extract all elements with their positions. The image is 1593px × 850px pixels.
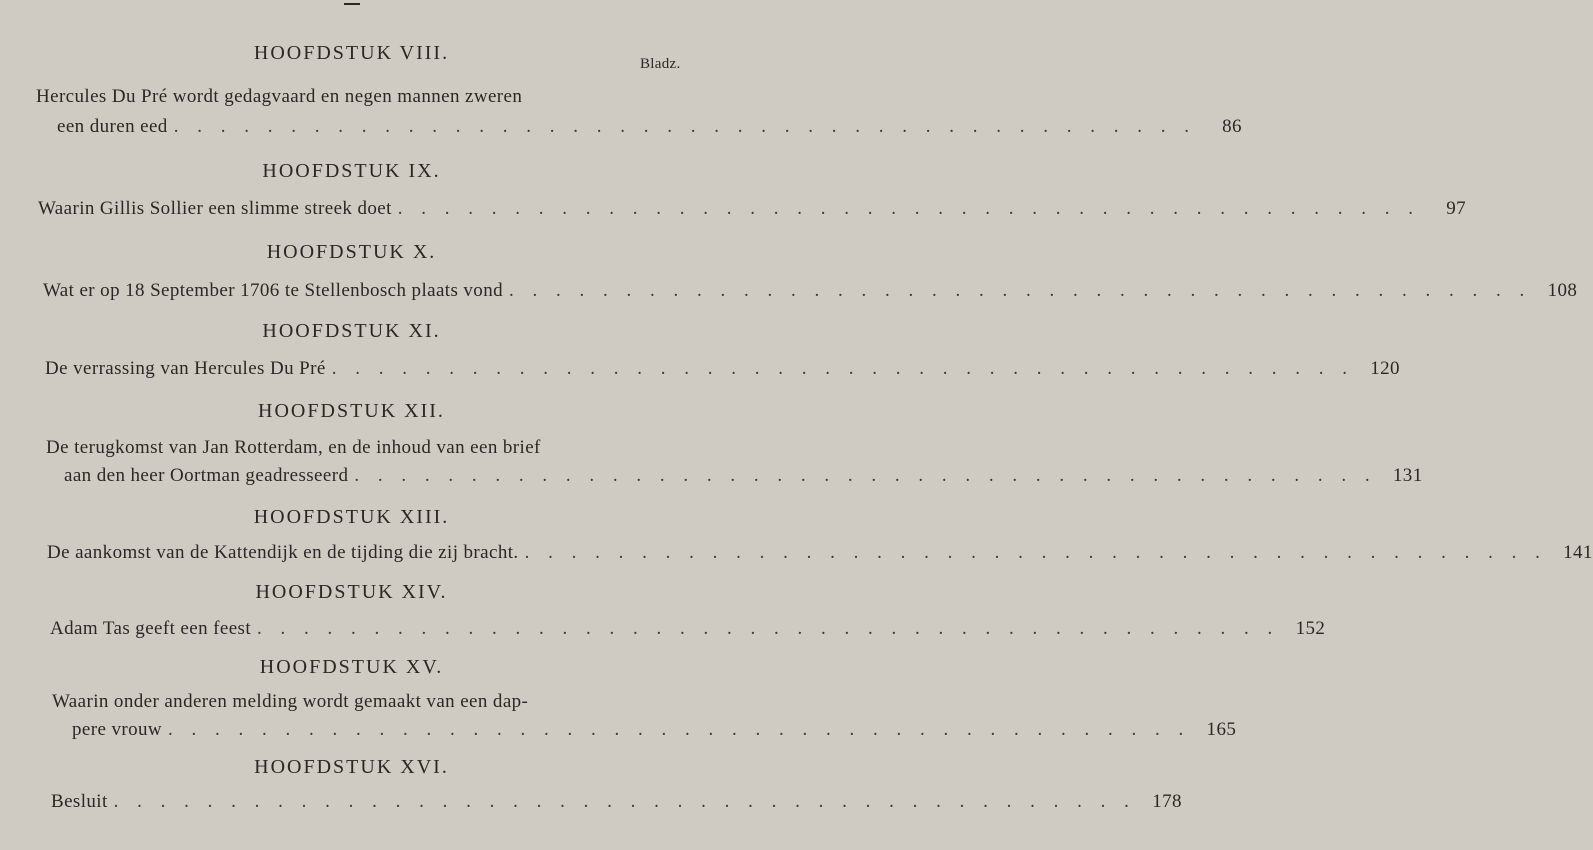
top-rule (344, 3, 360, 5)
toc-entry-title: Wat er op 18 September 1706 te Stellenbosch plaats vond (43, 280, 504, 301)
toc-page-number: 152 (1295, 618, 1326, 639)
toc-entry-line (64, 465, 1423, 487)
toc-page-number: 165 (1206, 719, 1237, 740)
toc-page-number: 97 (1446, 198, 1467, 219)
toc-entry-line (36, 86, 676, 108)
toc-entry-title-continued: een duren eed (57, 116, 168, 137)
toc-page-number: 131 (1392, 465, 1423, 486)
toc-entry-line (47, 542, 1593, 564)
page-column-header: Bladz. (640, 56, 681, 72)
toc-entry-line (50, 618, 1326, 640)
leader-dots: . . . . . . . . . . . . . . . . . . . . . . . . . . . . . . . . . . . . . . . . . . . . (168, 719, 1191, 740)
toc-page-number: 120 (1370, 358, 1400, 379)
toc-entry-title: Waarin Gillis Sollier een slimme streek doet (38, 198, 392, 219)
toc-entry-title: Hercules Du Pré wordt gedagvaard en negen mannen zweren (36, 86, 523, 107)
chapter-heading: HOOFDSTUK XI. (262, 320, 441, 342)
toc-entry-line (45, 358, 1400, 380)
toc-entry-title: Besluit (51, 791, 108, 812)
toc-entry-title-continued: aan den heer Oortman geadresseerd (64, 465, 349, 486)
chapter-heading: HOOFDSTUK XV. (259, 656, 444, 678)
chapter-heading: HOOFDSTUK XII. (258, 400, 445, 422)
toc-page-number: 178 (1152, 791, 1182, 812)
chapter-heading: HOOFDSTUK X. (266, 241, 437, 263)
toc-entry-line (46, 437, 676, 459)
toc-page-number: 108 (1547, 280, 1578, 301)
toc-entry-line (51, 791, 1182, 813)
toc-page-number: 86 (1222, 116, 1242, 137)
toc-entry-title: De aankomst van de Kattendijk en de tijding die zij bracht. (47, 542, 519, 563)
chapter-heading: HOOFDSTUK VIII. (253, 42, 450, 64)
toc-entry-line (57, 116, 1242, 138)
toc-entry-title: De verrassing van Hercules Du Pré (45, 358, 326, 379)
leader-dots: . . . . . . . . . . . . . . . . . . . . . . . . . . . . . . . . . . . . . . . . . . . . (397, 198, 1421, 219)
toc-entry-title: Waarin onder anderen melding wordt gemaakt van een dap- (52, 691, 529, 712)
chapter-heading: HOOFDSTUK XVI. (254, 756, 449, 778)
toc-entry-line (38, 198, 1467, 220)
leader-dots: . . . . . . . . . . . . . . . . . . . . . . . . . . . . . . . . . . . . . . . . . . . . (524, 542, 1547, 563)
leader-dots: . . . . . . . . . . . . . . . . . . . . . . . . . . . . . . . . . . . . . . . . . . . . (509, 280, 1532, 301)
toc-entry-title-continued: pere vrouw (72, 719, 162, 740)
leader-dots: . . . . . . . . . . . . . . . . . . . . . . . . . . . . . . . . . . . . . . . . . . . . (113, 791, 1136, 812)
toc-entry-title: De terugkomst van Jan Rotterdam, en de inhoud van een brief (46, 437, 541, 458)
leader-dots: . . . . . . . . . . . . . . . . . . . . . . . . . . . . . . . . . . . . . . . . . . . . (173, 116, 1196, 137)
chapter-heading: HOOFDSTUK IX. (262, 160, 441, 182)
leader-dots: . . . . . . . . . . . . . . . . . . . . . . . . . . . . . . . . . . . . . . . . . . . . (354, 465, 1377, 486)
chapter-heading: HOOFDSTUK XIV. (255, 581, 448, 603)
chapter-heading: HOOFDSTUK XIII. (253, 506, 450, 528)
toc-entry-title: Adam Tas geeft een feest (50, 618, 252, 639)
toc-entry-line (72, 719, 1237, 741)
leader-dots: . . . . . . . . . . . . . . . . . . . . . . . . . . . . . . . . . . . . . . . . . . . . (331, 358, 1354, 379)
leader-dots: . . . . . . . . . . . . . . . . . . . . . . . . . . . . . . . . . . . . . . . . . . . . (257, 618, 1280, 639)
toc-entry-line (43, 280, 1578, 302)
toc-page-number: 141 (1563, 542, 1593, 563)
toc-entry-line (52, 691, 612, 713)
